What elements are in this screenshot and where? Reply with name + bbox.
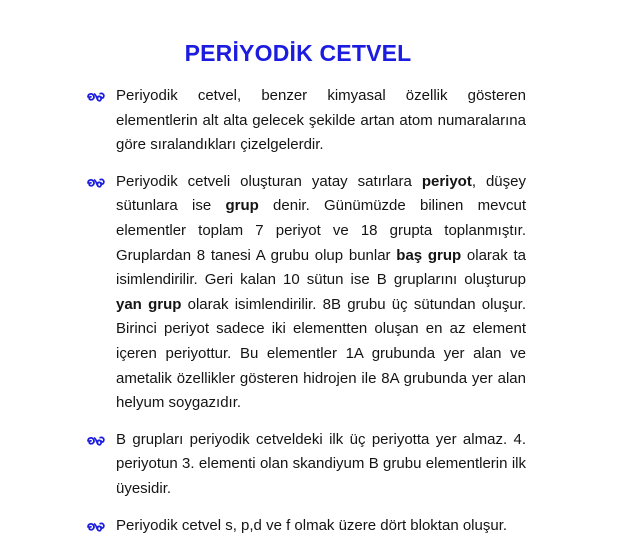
bold-term: grup <box>225 197 259 215</box>
floral-bullet-icon <box>86 514 108 538</box>
floral-bullet-icon <box>86 84 108 108</box>
text-run: olarak ta isimlendirilir. Geri kalan 10 sütun ise B gruplarını oluşturup <box>116 246 527 289</box>
bold-term: yan grup <box>116 295 182 313</box>
list-item-text <box>116 431 526 497</box>
bullet-list <box>86 84 526 550</box>
text-run: Periyodik cetvel s, p,d ve f olmak üzere dört bloktan oluşur. <box>116 516 508 534</box>
text-run: B grupları periyodik cetveldeki ilk üç periyotta yer almaz. 4. periyotun 3. elementi olan skandiyum B grubu elementlerin ilk üyesidir. <box>116 430 526 497</box>
text-run: denir. Günümüzde bilinen mevcut elementler toplam 7 periyot ve 18 grupta toplanmıştır. Gruplardan 8 tanesi A grubu olup bunlar <box>116 197 526 264</box>
list-item <box>86 428 526 502</box>
bold-term: baş grup <box>396 246 462 264</box>
text-run: , düşey sütunlara ise <box>116 172 526 215</box>
list-item <box>86 170 526 416</box>
text-run: Periyodik cetveli oluşturan yatay satırlara <box>116 172 422 190</box>
text-run: Periyodik cetvel, benzer kimyasal özellik gösteren elementlerin alt alta gelecek şekilde artan atom numaralarına göre sıralandıkları çizelgelerdir. <box>116 87 526 154</box>
text-run: olarak isimlendirilir. 8B grubu üç sütundan oluşur. Birinci periyot sadece iki elementten oluşan en az element içeren periyottur. Bu elementler 1A grubunda yer alan ve ametalik özellikler gösteren hidrojen ile 8A grubunda yer alan helyum soygazıdır. <box>116 295 526 412</box>
list-item-text <box>116 517 507 534</box>
list-item <box>86 84 526 158</box>
floral-bullet-icon <box>86 170 108 194</box>
list-item-text <box>116 87 526 153</box>
page-title: PERİYODİK CETVEL <box>184 40 412 66</box>
bold-term: periyot <box>421 172 472 190</box>
list-item-text <box>116 173 526 411</box>
floral-bullet-icon <box>86 428 108 452</box>
list-item <box>86 514 526 539</box>
